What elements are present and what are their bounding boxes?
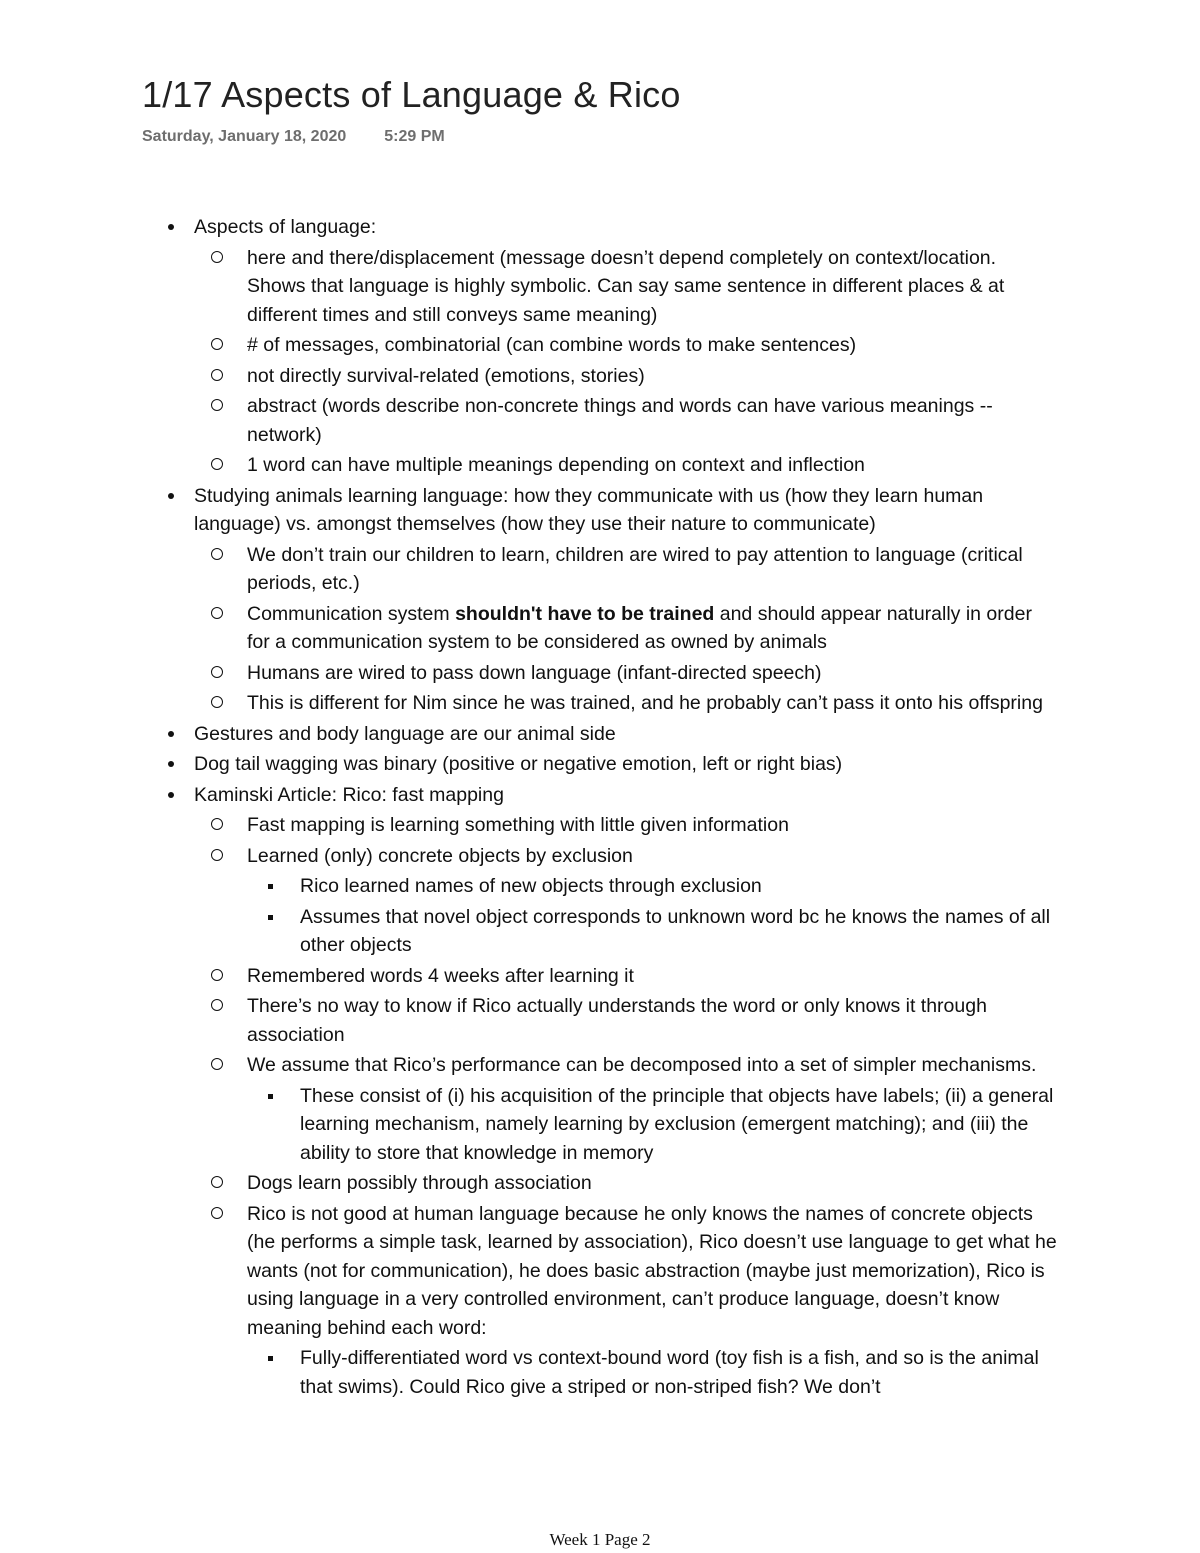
outline-item-level-2 <box>0 1200 1059 1343</box>
outline-text-segment: Communication system <box>247 602 456 625</box>
bullet-circle-icon <box>211 849 223 861</box>
outline-item-text: This is different for Nim since he was trained, and he probably can’t pass it onto his offspring <box>247 692 1043 714</box>
outline-item-text: Gestures and body language are our animal side <box>194 722 616 745</box>
outline-item-text: Humans are wired to pass down language (infant-directed speech) <box>247 661 822 684</box>
outline-item-text: Remembered words 4 weeks after learning it <box>247 964 634 987</box>
outline-item-text: There’s no way to know if Rico actually understands the word or only knows it through association <box>247 995 987 1046</box>
outline-item-level-2 <box>0 541 1059 598</box>
outline-item-level-2 <box>0 451 1059 480</box>
outline-item-level-2 <box>0 992 1059 1049</box>
bullet-circle-icon <box>211 999 223 1011</box>
outline-item-text: Assumes that novel object corresponds to unknown word bc he knows the names of all other objects <box>300 905 1051 956</box>
bullet-circle-icon <box>211 548 223 560</box>
outline-item-level-2 <box>0 244 1059 330</box>
outline-item-text: These consist of (i) his acquisition of the principle that objects have labels; (ii) a general learning mechanism, namely learning by exclusion (emergent matching); and (iii) the ability to store that knowledge in memory <box>300 1084 1054 1164</box>
note-date: Saturday, January 18, 2020 <box>142 128 347 145</box>
bullet-circle-icon <box>211 666 223 678</box>
bullet-circle-icon <box>211 369 223 381</box>
outline-item-level-1 <box>0 482 1064 539</box>
bullet-circle-icon <box>211 1058 223 1070</box>
outline-item-text: Rico is not good at human language because he only knows the names of concrete objects (he performs a simple task, learned by association), Rico doesn’t use language to get what he wants (not for communication), he does basic abstraction (maybe just memorization), Rico is using language in a very controlled environment, can’t produce language, doesn’t know meaning behind each word: <box>247 1202 1057 1339</box>
outline-item-text: Studying animals learning language: how they communicate with us (how they learn human language) vs. amongst themselves (how they use their nature to communicate) <box>194 484 984 535</box>
bullet-dot-icon <box>168 761 174 767</box>
bullet-dot-icon <box>168 731 174 737</box>
bullet-square-icon <box>268 1356 273 1361</box>
outline-item-text: Dogs learn possibly through association <box>247 1172 592 1194</box>
outline-item-text: Dog tail wagging was binary (positive or negative emotion, left or right bias) <box>194 753 843 775</box>
bullet-circle-icon <box>211 338 223 350</box>
outline-item-level-2 <box>0 1169 1059 1198</box>
bullet-circle-icon <box>211 1176 223 1188</box>
bullet-dot-icon <box>168 224 174 230</box>
bullet-square-icon <box>268 884 273 889</box>
outline-item-text: abstract (words describe non-concrete things and words can have various meanings -- network) <box>247 395 993 446</box>
bullet-dot-icon <box>168 493 174 499</box>
outline-item-level-3 <box>0 872 1060 901</box>
bullet-square-icon <box>268 915 273 920</box>
outline-item-level-2 <box>0 362 1059 391</box>
outline-item-level-3 <box>0 1082 1060 1168</box>
outline-text-segment: and should appear naturally in order for a communication system to be considered as owned by animals <box>247 602 1032 653</box>
outline-item-text <box>247 603 1032 654</box>
bullet-circle-icon <box>211 607 223 619</box>
outline-item-level-2 <box>0 392 1059 449</box>
outline-bold-text: shouldn't have to be trained <box>455 602 715 625</box>
outline-item-level-1 <box>0 781 1064 810</box>
outline-item-level-1 <box>0 750 1064 779</box>
note-timestamp <box>142 128 445 146</box>
page-title: 1/17 Aspects of Language & Rico <box>142 74 681 115</box>
outline-item-text: We assume that Rico’s performance can be decomposed into a set of simpler mechanisms. <box>247 1054 1037 1076</box>
outline-item-text: We don’t train our children to learn, children are wired to pay attention to language (critical periods, etc.) <box>247 543 1023 594</box>
note-outline <box>0 213 1200 1403</box>
outline-item-text: # of messages, combinatorial (can combine words to make sentences) <box>247 334 857 356</box>
outline-item-level-3 <box>0 903 1060 960</box>
bullet-circle-icon <box>211 818 223 830</box>
outline-item-level-3 <box>0 1344 1060 1401</box>
outline-item-level-2 <box>0 1051 1059 1080</box>
page-footer: Week 1 Page 2 <box>549 1530 651 1549</box>
outline-item-level-2 <box>0 659 1059 688</box>
bullet-circle-icon <box>211 458 223 470</box>
outline-item-text: Rico learned names of new objects through exclusion <box>300 875 762 897</box>
outline-item-level-2 <box>0 842 1059 871</box>
outline-item-level-2 <box>0 600 1059 657</box>
outline-item-level-2 <box>0 811 1059 840</box>
outline-item-text: Kaminski Article: Rico: fast mapping <box>194 783 504 806</box>
outline-item-level-1 <box>0 213 1064 242</box>
bullet-dot-icon <box>168 792 174 798</box>
bullet-square-icon <box>268 1094 273 1099</box>
bullet-circle-icon <box>211 969 223 981</box>
bullet-circle-icon <box>211 696 223 708</box>
bullet-circle-icon <box>211 1207 223 1219</box>
outline-item-level-1 <box>0 720 1064 749</box>
bullet-circle-icon <box>211 399 223 411</box>
outline-item-level-2 <box>0 689 1059 718</box>
bullet-circle-icon <box>211 251 223 263</box>
outline-item-text: Fast mapping is learning something with little given information <box>247 814 789 836</box>
outline-item-level-2 <box>0 962 1059 991</box>
outline-item-text: here and there/displacement (message doesn’t depend completely on context/location. Shows that language is highly symbolic. Can say same sentence in different places & at different times and still conveys same meaning) <box>247 246 1005 326</box>
outline-item-text: Fully-differentiated word vs context-bound word (toy fish is a fish, and so is the animal that swims). Could Rico give a striped or non-striped fish? We don’t <box>300 1347 1039 1398</box>
outline-item-level-2 <box>0 331 1059 360</box>
outline-item-text: Learned (only) concrete objects by exclusion <box>247 844 633 867</box>
outline-item-text: not directly survival-related (emotions, stories) <box>247 364 645 387</box>
outline-item-text: 1 word can have multiple meanings depending on context and inflection <box>247 454 865 476</box>
outline-item-text: Aspects of language: <box>194 216 377 238</box>
note-time: 5:29 PM <box>384 128 445 145</box>
